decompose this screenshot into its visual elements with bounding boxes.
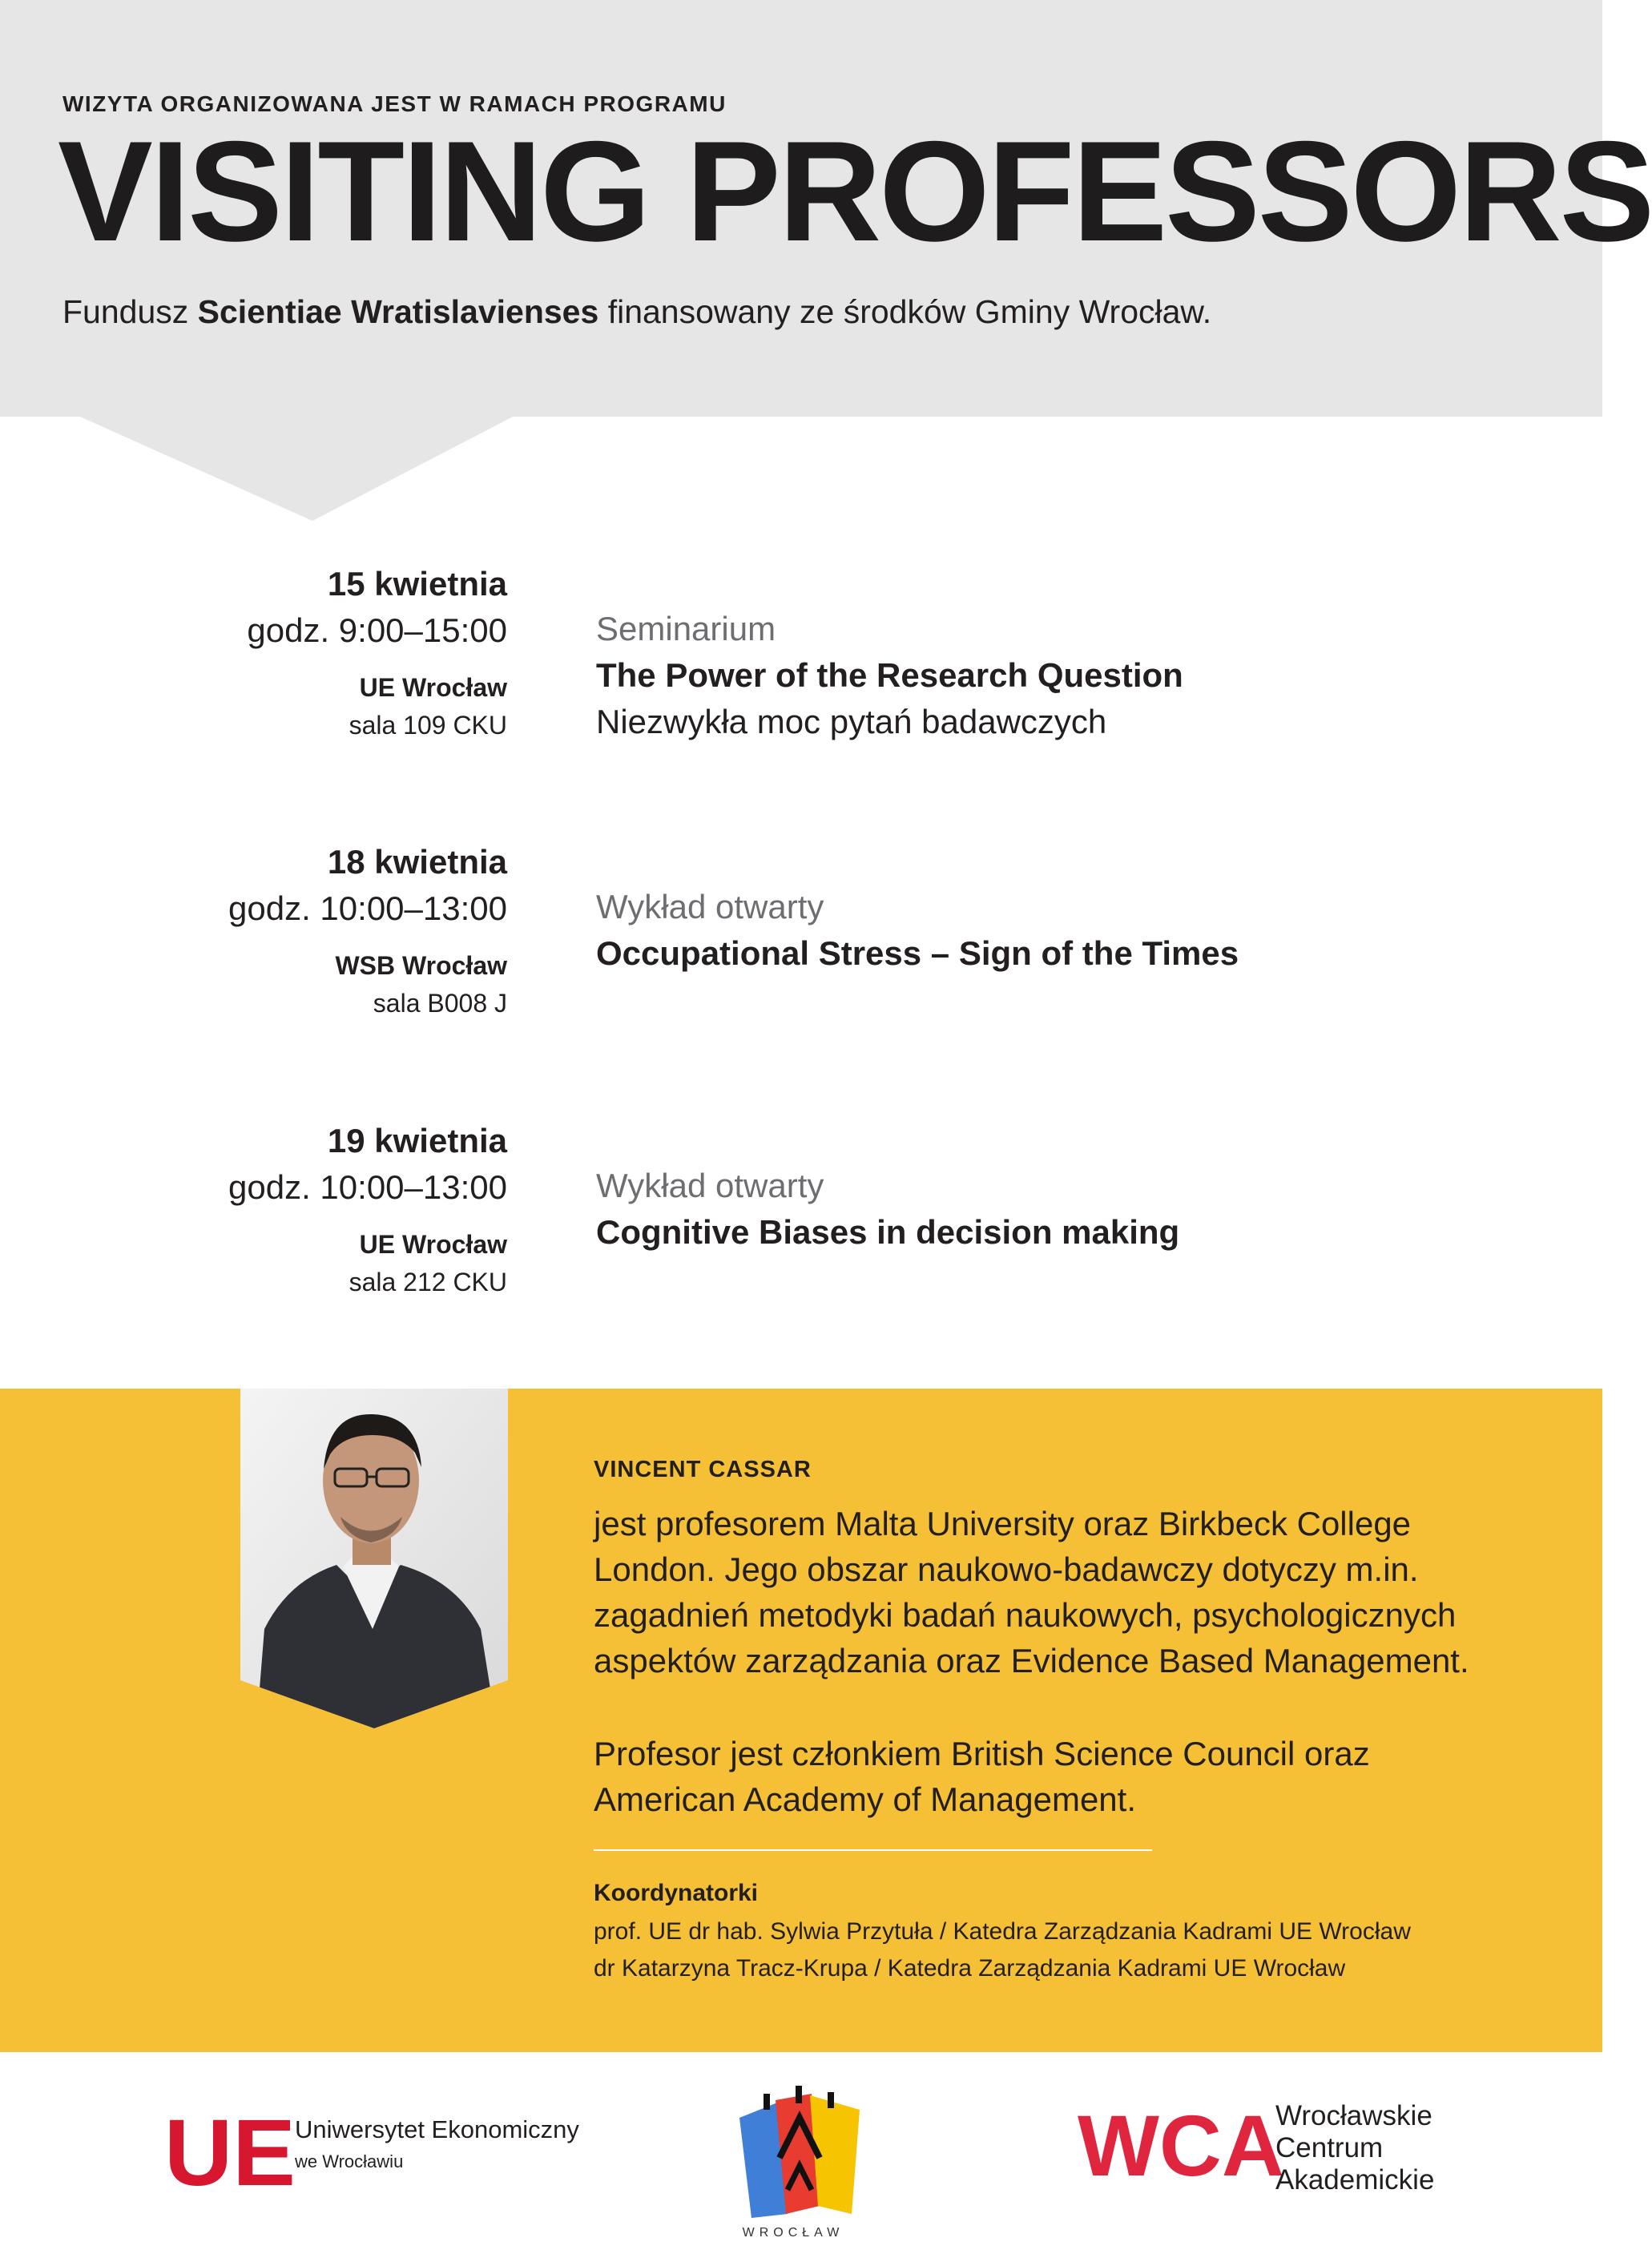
event-subtitle: Niezwykła moc pytań badawczych [596,703,1107,740]
header-arrow-pointer [0,417,801,521]
event-1 [0,561,1602,753]
page-title: VISITING PROFESSORS [58,111,1652,271]
ue-subname: we Wrocławiu [295,2151,404,2171]
fund-suffix: finansowany ze środków Gminy Wrocław. [598,293,1212,330]
event-2 [0,839,1602,1031]
event-title: Occupational Stress – Sign of the Times [596,934,1239,972]
coordinator-line: dr Katarzyna Tracz-Krupa / Katedra Zarządzania Kadrami UE Wrocław [594,1955,1346,1982]
wca-line-1: Wrocławskie [1275,2100,1432,2131]
ue-logo-letter-u: UE [164,2100,296,2206]
coordinator-line: prof. UE dr hab. Sylwia Przytuła / Katedra Zarządzania Kadrami UE Wrocław [594,1918,1411,1945]
event-venue: WSB Wrocław [335,951,507,980]
professor-photo [240,1389,508,1728]
event-venue: UE Wrocław [359,1230,507,1259]
event-venue: UE Wrocław [359,673,507,702]
wca-name [1275,2100,1434,2196]
wca-line-2: Centrum [1275,2132,1384,2163]
wca-logo-letters: WCA [1078,2097,1284,2194]
event-date: 15 kwietnia [327,565,507,603]
event-date: 19 kwietnia [327,1122,507,1159]
program-overline: WIZYTA ORGANIZOWANA JEST W RAMACH PROGRAMU [62,91,727,116]
professor-name: VINCENT CASSAR [594,1457,812,1482]
wca-logo [1078,2097,1284,2194]
event-3 [0,1118,1602,1310]
event-title: Cognitive Biases in decision making [596,1213,1180,1251]
event-room: sala B008 J [373,989,507,1018]
fund-prefix: Fundusz [62,293,198,330]
bio-divider [594,1849,1152,1851]
wroclaw-wordmark: WROCŁAW [742,2226,844,2240]
fund-name: Scientiae Wratislavienses [197,293,599,330]
wroclaw-logo [731,2086,868,2222]
coordinators-heading: Koordynatorki [594,1880,759,1906]
event-time: godz. 10:00–13:00 [228,1168,507,1206]
bio-paragraph-2: Profesor jest członkiem British Science Council oraz American Academy of Management. [594,1735,1370,1818]
event-room: sala 109 CKU [349,711,507,740]
event-room: sala 212 CKU [349,1268,507,1296]
wca-line-3: Akademickie [1275,2164,1435,2195]
event-title: The Power of the Research Question [596,656,1183,694]
fund-line [62,293,1211,331]
bio-paragraph-1: jest profesorem Malta University oraz Birkbeck College London. Jego obszar naukowo-badawczy dotyczy m.in. zagadnień metodyki badań naukowych, psychologicznych aspektów zarządzania oraz Evidence Based Management. [594,1505,1469,1679]
event-time: godz. 10:00–13:00 [228,889,507,927]
ue-logo [164,2100,296,2206]
ue-name: Uniwersytet Ekonomiczny [295,2115,579,2143]
event-type: Seminarium [596,610,776,647]
event-date: 18 kwietnia [327,843,507,881]
event-type: Wykład otwarty [596,1167,824,1204]
event-type: Wykład otwarty [596,888,824,925]
event-time: godz. 9:00–15:00 [247,611,507,649]
